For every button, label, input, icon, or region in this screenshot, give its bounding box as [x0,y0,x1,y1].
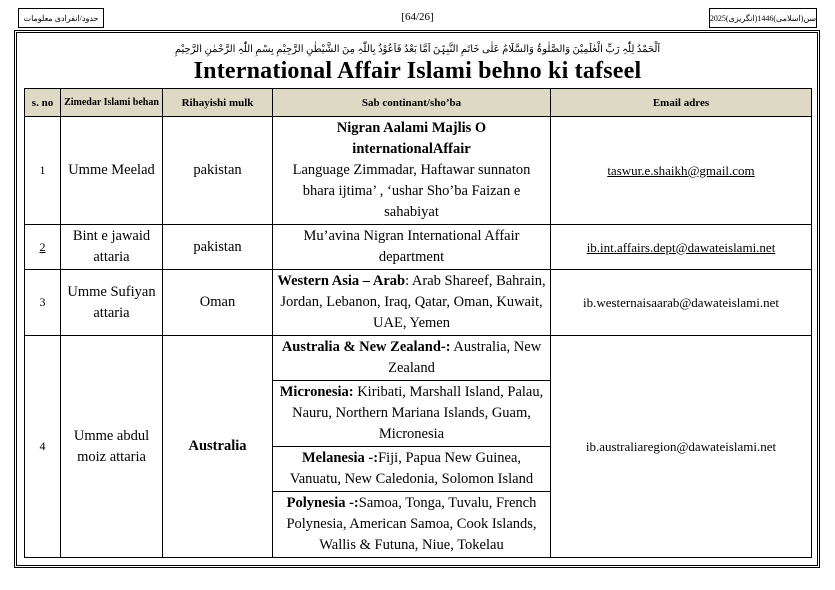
email-text: ib.westernaisaarab@dawateislami.net [551,270,812,336]
row-sno: 1 [25,117,61,225]
row-dept-regions [273,336,551,558]
row-country: Oman [163,270,273,336]
region-countries: Samoa, Tonga, Tuvalu, French Polynesia, American Samoa, Cook Islands, Wallis & Futuna, Niue, Tokelau [286,495,537,553]
email-text: ib.australiaregion@dawateislami.net [551,336,812,558]
row-dept: Mu’avina Nigran International Affair department [273,225,551,270]
region-block [273,336,550,381]
dept-bold: Nigran Aalami Majlis O internationalAffair [336,120,487,157]
col-header-dept: Sab continant/sho’ba [273,89,551,117]
region-countries: Kiribati, Marshall Island, Palau, Nauru, Northern Mariana Islands, Guam, Micronesia [292,384,544,442]
header-right-label: سن(اسلامی)1446(انگریزی)2025 [709,8,817,28]
row-sno: 3 [25,270,61,336]
row-sno: 4 [25,336,61,558]
email-link[interactable]: taswur.e.shaikh@gmail.com [551,117,812,225]
table-row [25,225,812,270]
dept-text: Language Zimmadar, Haftawar sunnaton bhara ijtima’ , ‘ushar Sho’ba Faizan e sahabiyat [292,162,531,220]
region-name: Micronesia: [279,384,354,400]
row-name: Bint e jawaid attaria [61,225,163,270]
region-block [273,447,550,492]
region-block [273,381,550,447]
members-table [24,88,812,558]
region-block [273,492,550,557]
region-name: Australia & New Zealand-: [281,339,451,355]
row-name: Umme Sufiyan attaria [61,270,163,336]
row-dept [273,270,551,336]
region-name: Melanesia -: [301,450,379,466]
dept-bold: Western Asia – Arab [277,273,406,289]
row-country: pakistan [163,117,273,225]
row-country: Australia [163,336,273,558]
header-left-label: حدود/انفرادی معلومات [18,8,104,28]
region-name: Polynesia -: [286,495,359,511]
col-header-country: Rihayishi mulk [163,89,273,117]
region-countries: Fiji, Papua New Guinea, Vanuatu, New Caledonia, Solomon Island [289,450,534,487]
row-sno: 2 [25,225,61,270]
table-row [25,117,812,225]
row-name: Umme Meelad [61,117,163,225]
page-indicator: [64/26] [401,11,434,23]
dept-text: : Arab Shareef, Bahrain, Jordan, Lebanon, Iraq, Qatar, Oman, Kuwait, UAE, Yemen [280,273,546,331]
col-header-name: Zimedar Islami behan [61,89,163,117]
region-countries: Australia, New Zealand [388,339,542,376]
col-header-sno: s. no [25,89,61,117]
row-country: pakistan [163,225,273,270]
col-header-email: Email adres [551,89,812,117]
table-row [25,336,812,558]
bismillah-line: اَلْحَمْدُ لِلّٰہِ رَبِّ الْعٰلَمِیْنَ وَالصَّلٰوۃُ وَالسَّلَامُ عَلٰی خَاتَمِ النَّبِیّٖنَ اَمَّا بَعْدُ فَاَعُوْذُ بِاللّٰہِ مِنَ الشَّیْطٰنِ الرَّجِیْمِ بِسْمِ اللّٰہِ الرَّحْمٰنِ الرَّحِیْمِ [174,44,661,55]
page-title: International Affair Islami behno ki tafseel [193,58,642,84]
row-name: Umme abdul moiz attaria [61,336,163,558]
email-link[interactable]: ib.int.affairs.dept@dawateislami.net [551,225,812,270]
table-header-row [25,89,812,117]
table-row [25,270,812,336]
row-dept [273,117,551,225]
